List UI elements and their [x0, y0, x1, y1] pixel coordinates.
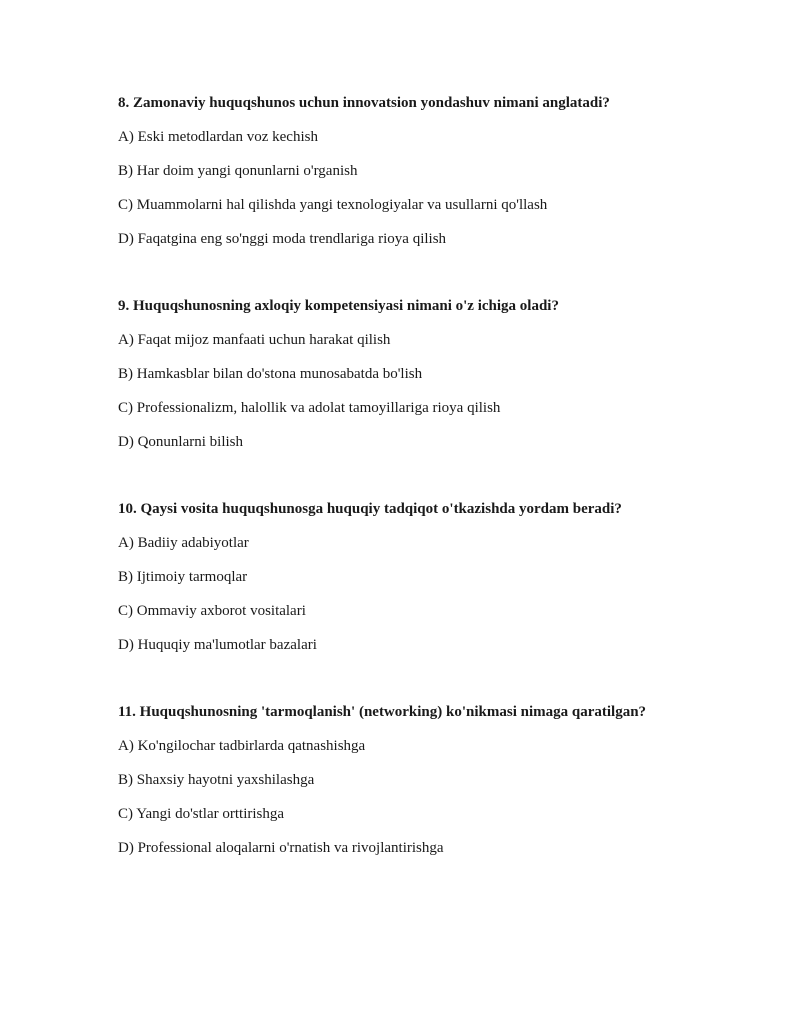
question-title: 8. Zamonaviy huquqshunos uchun innovatsion yondashuv nimani anglatadi? — [118, 95, 610, 111]
answer-option-a: A) Eski metodlardan voz kechish — [118, 129, 318, 145]
answer-option-d: D) Qonunlarni bilish — [118, 434, 243, 450]
answer-option-c: C) Muammolarni hal qilishda yangi texnologiyalar va usullarni qo'llash — [118, 197, 548, 213]
question-title: 9. Huquqshunosning axloqiy kompetensiyasi nimani o'z ichiga oladi? — [118, 298, 559, 314]
question-11 — [118, 703, 758, 856]
answer-option-b: B) Ijtimoiy tarmoqlar — [118, 569, 248, 585]
answer-option-c: C) Professionalizm, halollik va adolat tamoyillariga rioya qilish — [118, 400, 501, 416]
answer-option-b: B) Har doim yangi qonunlarni o'rganish — [118, 163, 358, 179]
answer-option-b: B) Shaxsiy hayotni yaxshilashga — [118, 772, 315, 788]
answer-option-a: A) Badiiy adabiyotlar — [118, 535, 249, 551]
answer-option-c: C) Yangi do'stlar orttirishga — [118, 806, 285, 822]
question-10 — [118, 500, 758, 653]
answer-option-a: A) Ko'ngilochar tadbirlarda qatnashishga — [118, 738, 366, 754]
question-title: 11. Huquqshunosning 'tarmoqlanish' (networking) ko'nikmasi nimaga qaratilgan? — [118, 704, 647, 720]
answer-option-d: D) Huquqiy ma'lumotlar bazalari — [118, 637, 317, 653]
answer-option-c: C) Ommaviy axborot vositalari — [118, 603, 306, 619]
question-9 — [118, 297, 758, 450]
answer-option-a: A) Faqat mijoz manfaati uchun harakat qilish — [118, 332, 391, 348]
question-8 — [118, 94, 758, 247]
answer-option-d: D) Professional aloqalarni o'rnatish va rivojlantirishga — [118, 840, 444, 856]
answer-option-d: D) Faqatgina eng so'nggi moda trendlariga rioya qilish — [118, 231, 447, 247]
question-title: 10. Qaysi vosita huquqshunosga huquqiy tadqiqot o'tkazishda yordam beradi? — [118, 501, 622, 517]
answer-option-b: B) Hamkasblar bilan do'stona munosabatda bo'lish — [118, 366, 423, 382]
